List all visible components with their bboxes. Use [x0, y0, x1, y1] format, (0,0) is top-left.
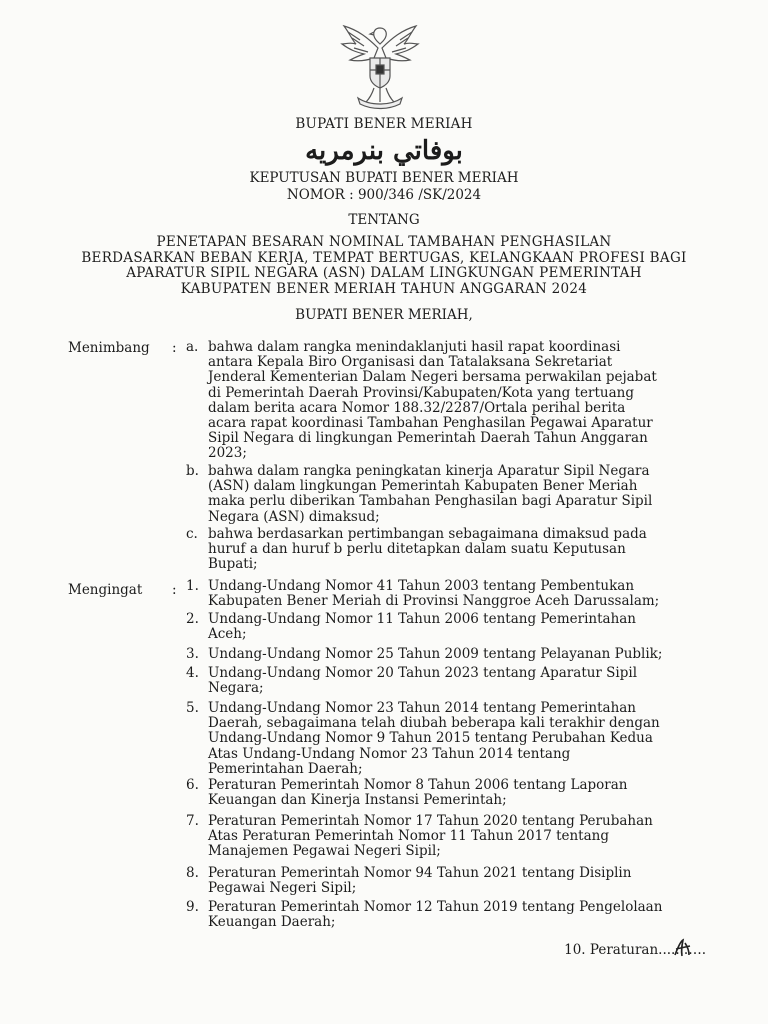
text-line: bahwa dalam rangka menindaklanjuti hasil rapat koordinasi: [208, 339, 621, 355]
text-line: Keuangan Daerah;: [208, 914, 336, 931]
text-line: Negara (ASN) dimaksud;: [208, 508, 380, 525]
text-line: Peraturan Pemerintah Nomor 94 Tahun 2021 tentang Disiplin: [208, 865, 632, 881]
text-line: acara rapat koordinasi Tambahan Penghasilan Pegawai Aparatur: [208, 415, 653, 432]
text-line: Undang-Undang Nomor 20 Tahun 2023 tentang Aparatur Sipil: [208, 665, 638, 681]
list-item-text: [208, 340, 706, 462]
subject-line: BERDASARKAN BEBAN KERJA, TEMPAT BERTUGAS, KELANGKAAN PROFESI BAGI: [81, 249, 687, 266]
decree-subject: [0, 235, 768, 297]
regent-title: BUPATI BENER MERIAH: [295, 116, 473, 132]
menimbang-label: Menimbang: [68, 340, 150, 356]
text-line: Keuangan dan Kinerja Instansi Pemerintah;: [208, 792, 507, 809]
text-line: Aceh;: [208, 626, 247, 643]
subject-line: APARATUR SIPIL NEGARA (ASN) DALAM LINGKUNGAN PEMERINTAH: [126, 265, 642, 281]
list-marker: 3.: [186, 646, 199, 662]
text-line: bahwa berdasarkan pertimbangan sebagaimana dimaksud pada: [208, 526, 647, 542]
text-line: dalam berita acara Nomor 188.32/2287/Ortala perihal berita: [208, 399, 626, 416]
regent-title-jawi-text: بوفاتي بنرمريه: [305, 136, 463, 166]
list-item-text: [208, 527, 706, 573]
text-line: Undang-Undang Nomor 25 Tahun 2009 tentang Pelayanan Publik;: [208, 646, 663, 662]
text-line: di Pemerintah Daerah Provinsi/Kabupaten/Kota yang tertuang: [208, 384, 634, 401]
about-label: TENTANG: [348, 212, 420, 228]
list-item-text: [208, 900, 706, 930]
list-item-text: [208, 866, 706, 896]
list-item-text: [208, 701, 706, 777]
text-line: Pegawai Negeri Sipil;: [208, 880, 357, 897]
mengingat-colon: :: [172, 582, 177, 598]
text-line: Daerah, sebagaimana telah diubah beberapa kali terakhir dengan: [208, 715, 660, 732]
text-line: (ASN) dalam lingkungan Pemerintah Kabupaten Bener Meriah: [208, 478, 638, 495]
enacting-line: BUPATI BENER MERIAH,: [295, 307, 473, 323]
list-marker: 8.: [186, 865, 199, 881]
text-line: Bupati;: [208, 556, 258, 573]
text-line: Peraturan Pemerintah Nomor 17 Tahun 2020 tentang Perubahan: [208, 813, 653, 829]
continuation-reference: 10. Peraturan.......….: [564, 942, 706, 958]
text-line: Jenderal Kementerian Dalam Negeri bersama perwakilan pejabat: [208, 369, 657, 386]
list-item-text: [208, 666, 706, 696]
list-item-text: [208, 647, 706, 662]
text-line: Atas Peraturan Pemerintah Nomor 11 Tahun 2017 tentang: [208, 828, 609, 845]
text-line: Negara;: [208, 680, 264, 697]
text-line: Undang-Undang Nomor 11 Tahun 2006 tentang Pemerintahan: [208, 611, 637, 627]
text-line: Kabupaten Bener Meriah di Provinsi Nanggroe Aceh Darussalam;: [208, 593, 660, 610]
text-line: Peraturan Pemerintah Nomor 8 Tahun 2006 tentang Laporan: [208, 777, 628, 793]
list-marker: b.: [186, 463, 199, 479]
subject-line: PENETAPAN BESARAN NOMINAL TAMBAHAN PENGHASILAN: [156, 234, 612, 250]
list-item-text: [208, 464, 706, 525]
subject-line: KABUPATEN BENER MERIAH TAHUN ANGGARAN 2024: [180, 280, 588, 297]
text-line: Sipil Negara di lingkungan Pemerintah Daerah Tahun Anggaran: [208, 430, 648, 447]
list-item-text: [208, 778, 706, 808]
text-line: Undang-Undang Nomor 9 Tahun 2015 tentang Perubahan Kedua: [208, 730, 653, 747]
decree-number: NOMOR : 900/346 /SK/2024: [286, 187, 482, 203]
list-item-text: [208, 612, 706, 642]
list-marker: a.: [186, 339, 199, 355]
text-line: maka perlu diberikan Tambahan Penghasilan bagi Aparatur Sipil: [208, 493, 653, 510]
garuda-emblem-icon: [330, 18, 430, 110]
list-marker: 6.: [186, 777, 199, 793]
list-marker: 2.: [186, 611, 199, 627]
text-line: bahwa dalam rangka peningkatan kinerja Aparatur Sipil Negara: [208, 463, 650, 479]
list-marker: 1.: [186, 578, 199, 594]
list-marker: 9.: [186, 899, 199, 915]
text-line: Undang-Undang Nomor 41 Tahun 2003 tentang Pembentukan: [208, 578, 635, 594]
text-line: Atas Undang-Undang Nomor 23 Tahun 2014 tentang: [208, 745, 571, 762]
text-line: Pemerintahan Daerah;: [208, 760, 363, 777]
list-item-text: [208, 579, 706, 609]
text-line: 2023;: [208, 445, 247, 462]
text-line: huruf a dan huruf b perlu ditetapkan dalam suatu Keputusan: [208, 541, 626, 558]
regent-title-jawi: [0, 136, 768, 166]
text-line: Peraturan Pemerintah Nomor 12 Tahun 2019 tentang Pengelolaan: [208, 899, 663, 915]
text-line: Manajemen Pegawai Negeri Sipil;: [208, 843, 441, 860]
text-line: antara Kepala Biro Organisasi dan Tatalaksana Sekretariat: [208, 354, 613, 371]
initial-paraf-icon: [672, 937, 694, 959]
decree-title: KEPUTUSAN BUPATI BENER MERIAH: [249, 170, 519, 186]
list-item-text: [208, 814, 706, 860]
list-marker: c.: [186, 526, 198, 542]
list-marker: 4.: [186, 665, 199, 681]
list-marker: 5.: [186, 700, 199, 716]
menimbang-colon: :: [172, 340, 177, 356]
mengingat-label: Mengingat: [68, 582, 143, 598]
list-marker: 7.: [186, 813, 199, 829]
text-line: Undang-Undang Nomor 23 Tahun 2014 tentang Pemerintahan: [208, 700, 637, 716]
